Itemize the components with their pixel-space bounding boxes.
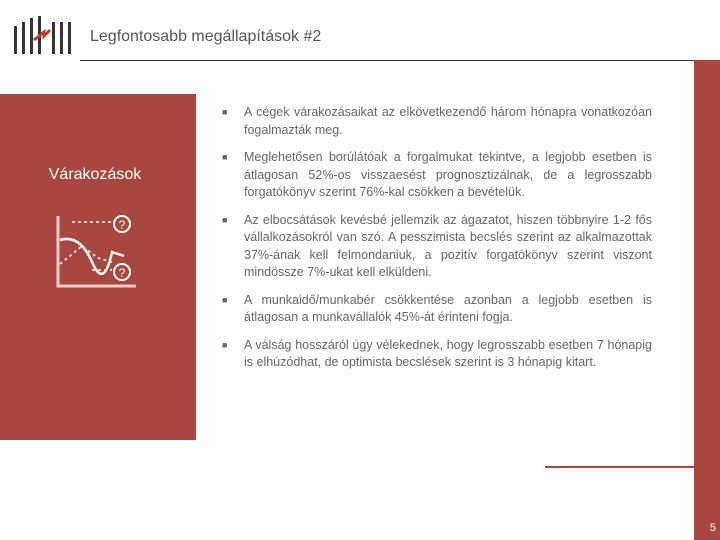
list-item <box>216 292 652 327</box>
list-item-text: A munkaidő/munkabér csökkentése azonban a legjobb esetben is átlagosan a munkavállalók 45%-át érinteni fogja. <box>244 292 652 324</box>
svg-text:?: ? <box>118 218 126 232</box>
left-panel <box>0 94 196 440</box>
bottom-accent-line <box>545 466 694 468</box>
list-item-text: Meglehetősen borúlátóak a forgalmukat tekintve, a legjobb esetben is átlagosan 52%-os visszaesést prognosztizálnak, de a legrosszabb forgatókönyv szerint 76%-kal csökken a bevételük. <box>244 150 652 199</box>
list-item-text: A cégek várakozásaikat az elkövetkezendő három hónapra vonatkozóan fogalmazták meg. <box>244 105 652 137</box>
bullet-icon: ■ <box>222 214 228 225</box>
bullet-icon: ■ <box>222 339 228 350</box>
list-item-text: Az elbocsátások kevésbé jellemzik az ágazatot, hiszen többnyire 1-2 fős vállalkozásokról van szó. A pesszimista becslés szerint az alkalmazottak 37%-ának kell felmondaniuk, a pozitív forgatókönyv szerint viszont mindössze 7%-ukat kell elküldeni. <box>244 212 652 279</box>
list-item-text: A válság hosszáról úgy vélekednek, hogy legrosszabb esetben 7 hónapig is elhúzódhat, de optimista becslések szerint is 3 hónapig kitart. <box>244 337 652 369</box>
findings-list <box>216 104 652 382</box>
header-divider <box>80 60 694 61</box>
page-number: 5 <box>709 522 716 534</box>
logo-icon <box>14 16 72 54</box>
svg-text:?: ? <box>118 266 126 280</box>
list-item <box>216 104 652 139</box>
list-item <box>216 149 652 202</box>
bullet-icon: ■ <box>222 107 228 117</box>
bullet-icon: ■ <box>222 294 228 305</box>
list-item <box>216 337 652 372</box>
list-item <box>216 212 652 282</box>
right-accent-strip <box>694 60 720 540</box>
chart-question-icon <box>52 212 142 292</box>
panel-title: Várakozások <box>48 166 142 183</box>
bullet-icon: ■ <box>222 152 228 162</box>
page-title: Legfontosabb megállapítások #2 <box>90 28 322 45</box>
